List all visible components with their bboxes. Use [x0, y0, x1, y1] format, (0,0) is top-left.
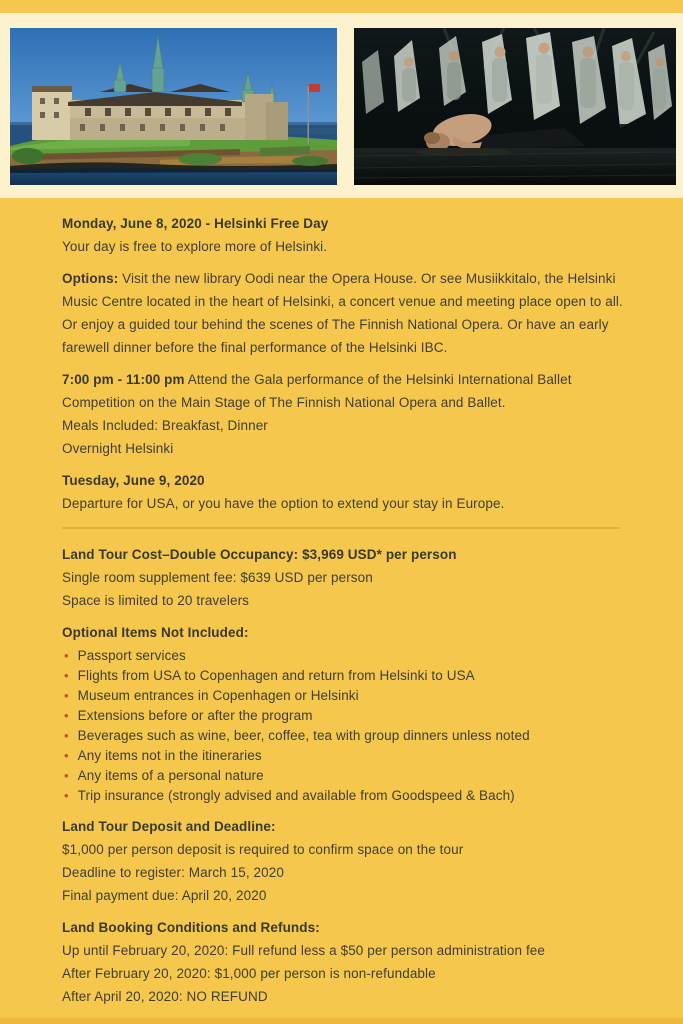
list-item	[62, 746, 632, 766]
list-item-text: Passport services	[77, 648, 186, 663]
bottom-border	[0, 1018, 683, 1024]
list-item-text: Any items of a personal nature	[77, 768, 264, 783]
deposit-line: Final payment due: April 20, 2020	[62, 888, 267, 903]
list-item-text: Flights from USA to Copenhagen and return from Helsinki to USA	[77, 668, 475, 683]
bullet-icon: •	[64, 788, 69, 803]
booking-heading: Land Booking Conditions and Refunds:	[62, 920, 320, 935]
monday-heading: Monday, June 8, 2020 - Helsinki Free Day	[62, 216, 329, 231]
bullet-icon: •	[64, 688, 69, 703]
list-item	[62, 726, 632, 746]
list-item	[62, 686, 632, 706]
list-item	[62, 646, 632, 666]
list-item-text: Museum entrances in Copenhagen or Helsinki	[77, 688, 359, 703]
bullet-icon: •	[64, 748, 69, 763]
list-item	[62, 706, 632, 726]
optional-heading: Optional Items Not Included:	[62, 625, 249, 640]
list-item-text: Beverages such as wine, beer, coffee, tea with group dinners unless noted	[77, 728, 530, 743]
gala-text: Attend the Gala performance of the Helsinki International Ballet Competition on the Main Stage of The Finnish National Opera and Ballet.	[62, 372, 572, 410]
deposit-line: Deadline to register: March 15, 2020	[62, 865, 284, 880]
list-item-text: Any items not in the itineraries	[77, 748, 262, 763]
options-label: Options:	[62, 271, 119, 286]
gala-section	[62, 368, 632, 460]
booking-line: After February 20, 2020: $1,000 per person is non-refundable	[62, 966, 436, 981]
cost-space: Space is limited to 20 travelers	[62, 593, 250, 608]
list-item-text: Extensions before or after the program	[77, 708, 313, 723]
bullet-icon: •	[64, 768, 69, 783]
photo-band	[0, 13, 683, 198]
options-paragraph	[62, 267, 632, 359]
ballet-photo	[354, 28, 676, 185]
booking-section	[62, 916, 632, 1008]
list-item	[62, 666, 632, 686]
cost-single-room: Single room supplement fee: $639 USD per person	[62, 570, 373, 585]
meals-included: Meals Included: Breakfast, Dinner	[62, 418, 268, 433]
list-item	[62, 766, 632, 786]
gala-paragraph	[62, 368, 632, 414]
booking-line: After April 20, 2020: NO REFUND	[62, 989, 268, 1004]
list-item-text: Trip insurance (strongly advised and available from Goodspeed & Bach)	[77, 788, 515, 803]
list-item	[62, 786, 632, 806]
cost-heading: Land Tour Cost–Double Occupancy: $3,969 USD* per person	[62, 547, 457, 562]
section-divider	[62, 527, 620, 529]
bullet-icon: •	[64, 648, 69, 663]
bullet-icon: •	[64, 668, 69, 683]
itinerary-content	[0, 198, 683, 1008]
tuesday-section	[62, 469, 632, 515]
castle-photo	[10, 28, 337, 185]
gala-time: 7:00 pm - 11:00 pm	[62, 372, 185, 387]
deposit-line: $1,000 per person deposit is required to confirm space on the tour	[62, 842, 464, 857]
deposit-section	[62, 815, 632, 907]
bullet-icon: •	[64, 728, 69, 743]
deposit-heading: Land Tour Deposit and Deadline:	[62, 819, 276, 834]
bullet-icon: •	[64, 708, 69, 723]
tuesday-heading: Tuesday, June 9, 2020	[62, 473, 205, 488]
tuesday-body: Departure for USA, or you have the option to extend your stay in Europe.	[62, 496, 505, 511]
optional-items-list	[62, 646, 632, 806]
monday-section	[62, 212, 632, 258]
cost-section	[62, 543, 632, 612]
monday-body: Your day is free to explore more of Helsinki.	[62, 239, 328, 254]
overnight: Overnight Helsinki	[62, 441, 174, 456]
options-text: Visit the new library Oodi near the Opera House. Or see Musiikkitalo, the Helsinki Music Centre located in the heart of Helsinki, a concert venue and meeting place open to all. Or enjoy a guided tour behind the scenes of The Finnish National Opera. Or have an early farewell dinner before the final performance of the Helsinki IBC.	[62, 271, 623, 355]
booking-line: Up until February 20, 2020: Full refund less a $50 per person administration fee	[62, 943, 546, 958]
